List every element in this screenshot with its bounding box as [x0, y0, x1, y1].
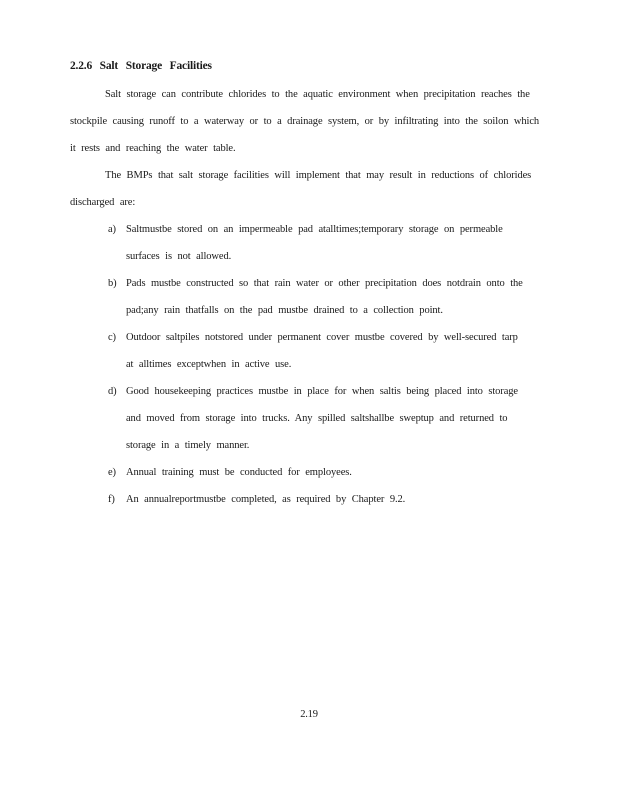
list-item [108, 459, 528, 486]
list-item [108, 270, 528, 324]
list-marker: d) [108, 386, 117, 397]
paragraph-text: Salt storage can contribute chlorides to the aquatic environment when precipitation reaches the stockpile causing runoff to a waterway or to a drainage system, or by infiltrating into the soilon which it rests and reaching the water table. [70, 89, 540, 154]
list-item [108, 216, 528, 270]
list-marker: b) [108, 278, 117, 289]
list-item-text: Saltmustbe stored on an impermeable pad atalltimes;temporary storage on permeable surfaces is not allowed. [126, 224, 503, 262]
list-item-text: Annual training must be conducted for employees. [126, 467, 352, 478]
page-number: 2.19 [300, 709, 318, 720]
list-item-text: Outdoor saltpiles notstored under permanent cover mustbe covered by well-secured tarp at alltimes exceptwhen in active use. [126, 332, 518, 370]
list-item [108, 378, 528, 459]
list-item-text: Good housekeeping practices mustbe in place for when saltis being placed into storage and moved from storage into trucks. Any spilled saltshallbe sweptup and returned to storage in a timely manner. [126, 386, 518, 451]
list-marker: f) [108, 494, 115, 505]
paragraph-bmps-intro [70, 162, 540, 216]
list-item-text: An annualreportmustbe completed, as required by Chapter 9.2. [126, 494, 406, 505]
list-marker: a) [108, 224, 116, 235]
list-item [108, 324, 528, 378]
bmp-list [108, 216, 528, 513]
list-item-text: Pads mustbe constructed so that rain water or other precipitation does notdrain onto the pad;any rain thatfalls on the pad mustbe drained to a collection point. [126, 278, 523, 316]
paragraph-salt-storage-impact [70, 81, 540, 162]
paragraph-text: The BMPs that salt storage facilities will implement that may result in reductions of chlorides discharged are: [70, 170, 532, 208]
list-marker: e) [108, 467, 116, 478]
list-item [108, 486, 528, 513]
section-heading: 2.2.6 Salt Storage Facilities [70, 60, 212, 72]
list-marker: c) [108, 332, 116, 343]
